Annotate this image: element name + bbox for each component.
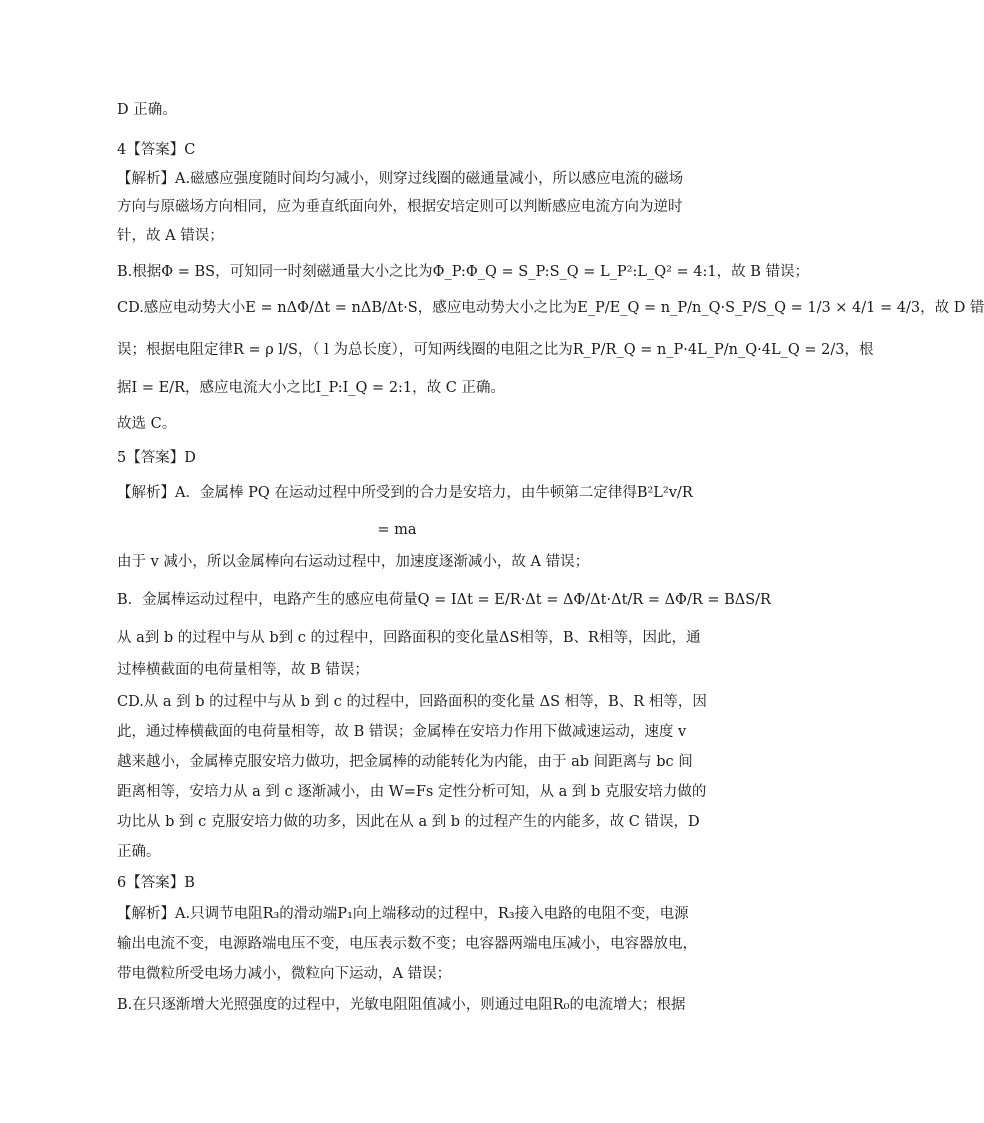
- text-line: CD.从 a 到 b 的过程中与从 b 到 c 的过程中，回路面积的变化量 ΔS 相等，B、R 相等，因: [117, 694, 707, 710]
- text-line: 据I = E/R，感应电流大小之比I_P:I_Q = 2:1，故 C 正确。: [117, 380, 505, 396]
- text-line: 【解析】A.磁感应强度随时间均匀减小，则穿过线圈的磁通量减小，所以感应电流的磁场: [117, 171, 684, 187]
- equation-line: = ma: [377, 522, 417, 538]
- answer-heading: 4【答案】C: [117, 142, 196, 158]
- text-line: 【解析】A．金属棒 PQ 在运动过程中所受到的合力是安培力，由牛顿第二定律得B²L²v/R: [117, 485, 693, 501]
- text-line: B．金属棒运动过程中，电路产生的感应电荷量Q = IΔt = E/R·Δt = ΔΦ/Δt·Δt/R = ΔΦ/R = BΔS/R: [117, 592, 771, 608]
- text-line: 误；根据电阻定律R = ρ l/S，（ l 为总长度），可知两线圈的电阻之比为R_P/R_Q = n_P·4L_P/n_Q·4L_Q = 2/3，根: [117, 342, 874, 358]
- text-line: 距离相等，安培力从 a 到 c 逐渐减小，由 W=Fs 定性分析可知，从 a 到 b 克服安培力做的: [117, 784, 707, 800]
- text-line: 方向与原磁场方向相同，应为垂直纸面向外，根据安培定则可以判断感应电流方向为逆时: [117, 199, 683, 215]
- answer-heading: 5【答案】D: [117, 450, 196, 466]
- text-line: 此，通过棒横截面的电荷量相等，故 B 错误；金属棒在安培力作用下做减速运动，速度 v: [117, 724, 687, 740]
- text-line: 输出电流不变，电源路端电压不变，电压表示数不变；电容器两端电压减小，电容器放电，: [117, 936, 697, 952]
- text-line: D 正确。: [117, 102, 177, 118]
- text-line: B.根据Φ = BS，可知同一时刻磁通量大小之比为Φ_P:Φ_Q = S_P:S_Q = L_P²:L_Q² = 4:1，故 B 错误；: [117, 264, 809, 280]
- text-line: CD.感应电动势大小E = nΔΦ/Δt = nΔB/Δt·S，感应电动势大小之比为E_P/E_Q = n_P/n_Q·S_P/S_Q = 1/3 × 4/1 = 4/3，故 D 错: [117, 300, 984, 316]
- text-line: 由于 v 减小，所以金属棒向右运动过程中，加速度逐渐减小，故 A 错误；: [117, 554, 590, 570]
- text-line: 针，故 A 错误；: [117, 228, 224, 244]
- text-line: B.在只逐渐增大光照强度的过程中，光敏电阻阻值减小，则通过电阻R₀的电流增大；根据: [117, 997, 686, 1013]
- text-line: 正确。: [117, 844, 161, 860]
- answer-heading: 6【答案】B: [117, 875, 195, 891]
- text-line: 功比从 b 到 c 克服安培力做的功多，因此在从 a 到 b 的过程产生的内能多，故 C 错误，D: [117, 814, 700, 830]
- text-line: 越来越小，金属棒克服安培力做功，把金属棒的动能转化为内能，由于 ab 间距离与 bc 间: [117, 754, 693, 770]
- text-line: 带电微粒所受电场力减小，微粒向下运动，A 错误；: [117, 966, 452, 982]
- text-line: 从 a到 b 的过程中与从 b到 c 的过程中，回路面积的变化量ΔS相等，B、R相等，因此，通: [117, 630, 701, 646]
- text-line: 故选 C。: [117, 416, 177, 432]
- text-line: 【解析】A.只调节电阻R₃的滑动端P₁向上端移动的过程中，R₃接入电路的电阻不变，电源: [117, 906, 689, 922]
- text-line: 过棒横截面的电荷量相等，故 B 错误；: [117, 662, 369, 678]
